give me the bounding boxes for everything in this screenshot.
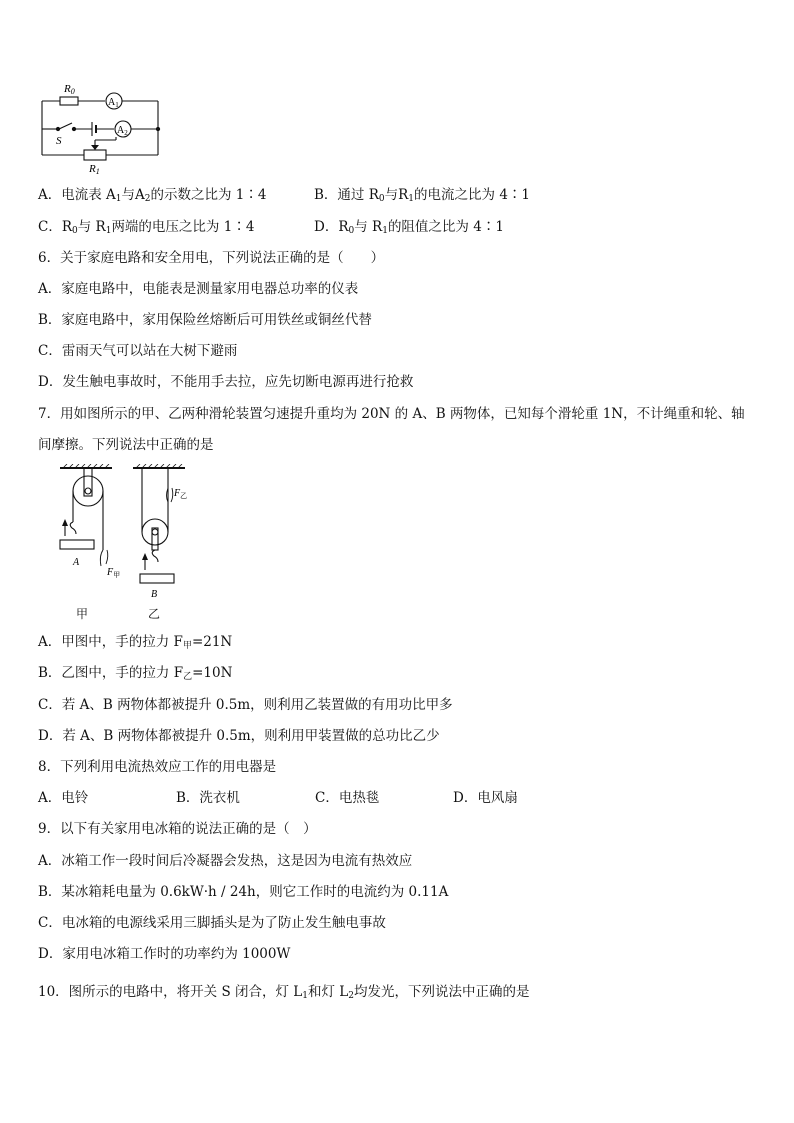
- q5-option-b: B．通过 $R_0$与$R_1$的电流之比为 4∶1: [314, 187, 531, 204]
- q7-option-a: A．甲图中，手的拉力 $F_甲=21N$: [38, 634, 233, 651]
- rheostat-r1: [84, 150, 106, 160]
- block-b: [140, 574, 174, 583]
- q5-option-a: A．电流表 $A_1$与$A_2$的示数之比为 1∶4: [38, 187, 267, 204]
- q9-option-d: D．家用电冰箱工作时的功率约为 1000W: [38, 946, 291, 962]
- q7-option-d: D．若 A、B 两物体都被提升 0.5m，则利用甲装置做的总功比乙少: [38, 728, 440, 744]
- q7-option-c: C．若 A、B 两物体都被提升 0.5m，则利用乙装置做的有用功比甲多: [38, 697, 453, 713]
- resistor-r0: [60, 97, 78, 105]
- label-r0: R0: [64, 83, 75, 96]
- q7-stem-line2: 间摩擦。下列说法中正确的是: [38, 437, 214, 453]
- circuit-diagram-q5: [38, 80, 168, 175]
- q9-option-b: B．某冰箱耗电量为 0.6kW·h / 24h，则它工作时的电流约为 0.11A: [38, 884, 449, 900]
- label-s: S: [56, 135, 62, 147]
- movable-pulley-yi: [142, 519, 168, 545]
- q8-option-c: C．电热毯: [315, 790, 380, 806]
- q8-option-b: B．洗衣机: [176, 790, 240, 806]
- q8-option-d: D．电风扇: [453, 790, 518, 806]
- q9-option-a: A．冰箱工作一段时间后冷凝器会发热，这是因为电流有热效应: [38, 853, 413, 869]
- label-f-jia: $F_甲$: [107, 567, 121, 579]
- q7-stem-line1: 7．用如图所示的甲、乙两种滑轮装置匀速提升重均为 20N 的 A、B 两物体，已知每个滑轮重 1N，不计绳重和轮、轴: [38, 406, 745, 422]
- q5-option-c: C．$R_0$与 $R_1$两端的电压之比为 1∶4: [38, 219, 255, 236]
- q6-stem: 6．关于家庭电路和安全用电，下列说法正确的是（ ）: [38, 250, 385, 266]
- label-block-b: B: [151, 589, 158, 600]
- label-r1: R1: [89, 163, 100, 175]
- q6-option-c: C．雷雨天气可以站在大树下避雨: [38, 343, 238, 359]
- q6-option-a: A．家庭电路中，电能表是测量家用电器总功率的仪表: [38, 281, 359, 297]
- q8-option-a: A．电铃: [38, 790, 89, 806]
- q7-option-b: B．乙图中，手的拉力 $F_乙=10N$: [38, 665, 233, 682]
- q8-stem: 8．下列利用电流热效应工作的用电器是: [38, 759, 277, 775]
- q9-option-c: C．电冰箱的电源线采用三脚插头是为了防止发生触电事故: [38, 915, 386, 931]
- label-a1: $A_1$: [108, 97, 119, 109]
- block-a: [60, 540, 94, 549]
- q6-option-b: B．家庭电路中，家用保险丝熔断后可用铁丝或铜丝代替: [38, 312, 372, 328]
- caption-yi: 乙: [148, 607, 161, 621]
- q5-option-d: D．$R_0$与 $R_1$的阻值之比为 4∶1: [314, 219, 504, 236]
- switch-s: [59, 123, 72, 129]
- label-block-a: A: [73, 557, 80, 568]
- q10-stem: 10．图所示的电路中，将开关 S 闭合，灯 $L_1$和灯 $L_2$均发光，下列说法中正确的是: [38, 984, 530, 1001]
- fixed-pulley-jia: [73, 476, 103, 506]
- pulley-diagram-q7: [55, 464, 195, 624]
- caption-jia: 甲: [76, 607, 89, 621]
- q6-option-d: D．发生触电事故时，不能用手去拉，应先切断电源再进行抢救: [38, 374, 414, 390]
- q9-stem: 9．以下有关家用电冰箱的说法正确的是（ ）: [38, 821, 317, 837]
- label-f-yi: $F_乙$: [174, 488, 188, 500]
- label-a2: $A_2$: [117, 125, 128, 137]
